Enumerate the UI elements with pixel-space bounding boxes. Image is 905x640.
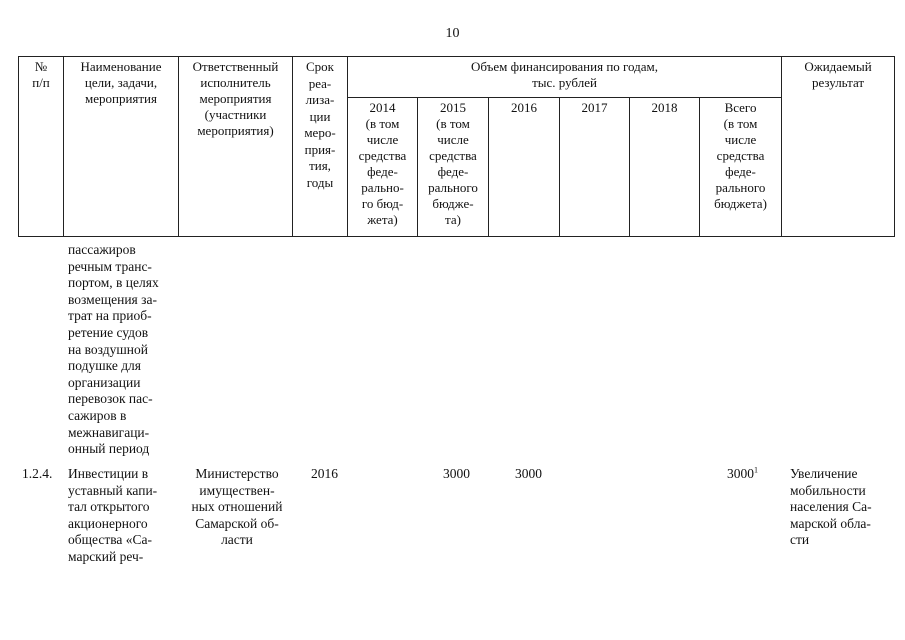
- row-number: 1.2.4.: [22, 466, 53, 481]
- row-total-footnote: 1: [754, 465, 758, 475]
- header-2015: 2015 (в том числе средства феде- рального бюдже- та): [418, 98, 489, 237]
- row-term: 2016: [311, 466, 338, 481]
- row-name: Инвестиции в уставный капи- тал открытого акционерного общества «Са- марский реч-: [68, 466, 158, 564]
- header-responsible: Ответственный исполнитель мероприятия (участники мероприятия): [179, 57, 293, 237]
- row-responsible: Министерство имуществен- ных отношений Самарской об- ласти: [191, 466, 283, 548]
- header-num: № п/п: [19, 57, 64, 237]
- row-total-value: 3000: [727, 466, 754, 481]
- header-total: Всего (в том числе средства феде- рального бюджета): [700, 98, 782, 237]
- row-result: Увеличение мобильности населения Са- марской обла- сти: [790, 466, 872, 548]
- header-2016: 2016: [489, 98, 560, 237]
- header-term: Срок реа- лиза- ции меро- прия- тия, годы: [293, 57, 348, 237]
- page-number: 10: [445, 26, 460, 41]
- row-2016: 3000: [515, 466, 542, 481]
- row-2015: 3000: [443, 466, 470, 481]
- header-2017: 2017: [560, 98, 630, 237]
- header-result: Ожидаемый результат: [782, 57, 895, 237]
- header-name: Наименование цели, задачи, мероприятия: [64, 57, 179, 237]
- financing-table-header: [18, 56, 895, 237]
- header-financing: Объем финансирования по годам, тыс. рублей: [348, 57, 782, 98]
- continuation-text: пассажиров речным транс- портом, в целях возмещения за- трат на приоб- ретение судов на воздушной подушке для организации перевозок пас- сажиров в межнавигаци- онный период: [68, 242, 159, 457]
- row-total: [727, 466, 758, 483]
- header-2018: 2018: [630, 98, 700, 237]
- header-2014: 2014 (в том числе средства феде- рально- го бюд- жета): [348, 98, 418, 237]
